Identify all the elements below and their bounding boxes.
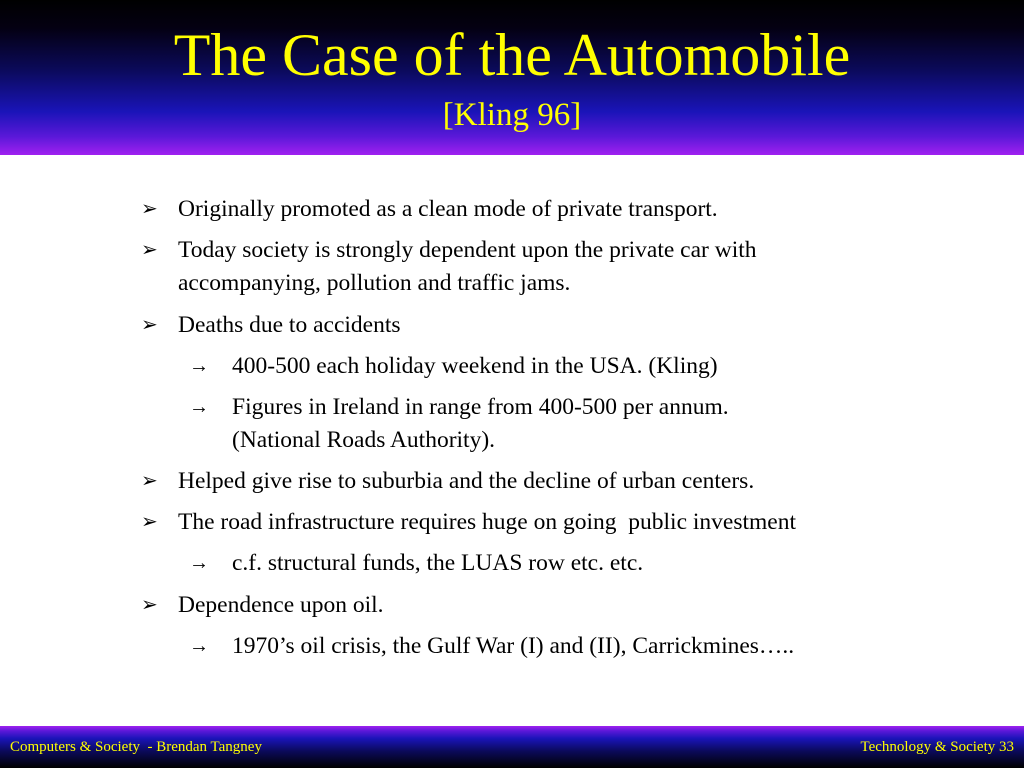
- slide-title: The Case of the Automobile: [173, 22, 851, 88]
- bullet-arrowhead-icon: ➢: [141, 239, 158, 261]
- bullet-arrowhead-icon: ➢: [141, 470, 158, 492]
- bullet-text: Helped give rise to suburbia and the decline of urban centers.: [178, 468, 755, 494]
- bullet-text: Today society is strongly dependent upon the private car with: [178, 237, 757, 263]
- bullet-text: Dependence upon oil.: [178, 592, 384, 618]
- bullet-arrowhead-icon: ➢: [141, 594, 158, 616]
- bullet-arrowhead-icon: ➢: [141, 198, 158, 220]
- sub-bullet-arrow-icon: →: [189, 552, 209, 574]
- bullet-text: Deaths due to accidents: [178, 312, 401, 338]
- slide-subtitle: [Kling 96]: [442, 97, 582, 133]
- sub-bullet-text: 400-500 each holiday weekend in the USA. (Kling): [232, 353, 718, 379]
- bullet-text: The road infrastructure requires huge on going public investment: [178, 509, 796, 535]
- footer-course-author: Computers & Society - Brendan Tangney: [10, 739, 262, 755]
- sub-bullet-text: 1970’s oil crisis, the Gulf War (I) and (II), Carrickmines…..: [232, 633, 795, 659]
- bullet-arrowhead-icon: ➢: [141, 511, 158, 533]
- footer-bar: [0, 726, 1024, 768]
- sub-bullet-arrow-icon: →: [189, 635, 209, 657]
- sub-bullet-text: c.f. structural funds, the LUAS row etc. etc.: [232, 550, 644, 576]
- footer-section-page-number: Technology & Society 33: [860, 739, 1014, 755]
- sub-bullet-arrow-icon: →: [189, 396, 209, 418]
- sub-bullet-text-continued: (National Roads Authority).: [232, 427, 496, 453]
- bullet-text: Originally promoted as a clean mode of private transport.: [178, 196, 718, 222]
- sub-bullet-text: Figures in Ireland in range from 400-500 per annum.: [232, 394, 729, 420]
- bullet-arrowhead-icon: ➢: [141, 314, 158, 336]
- bullet-text-continued: accompanying, pollution and traffic jams.: [178, 270, 571, 296]
- sub-bullet-arrow-icon: →: [189, 355, 209, 377]
